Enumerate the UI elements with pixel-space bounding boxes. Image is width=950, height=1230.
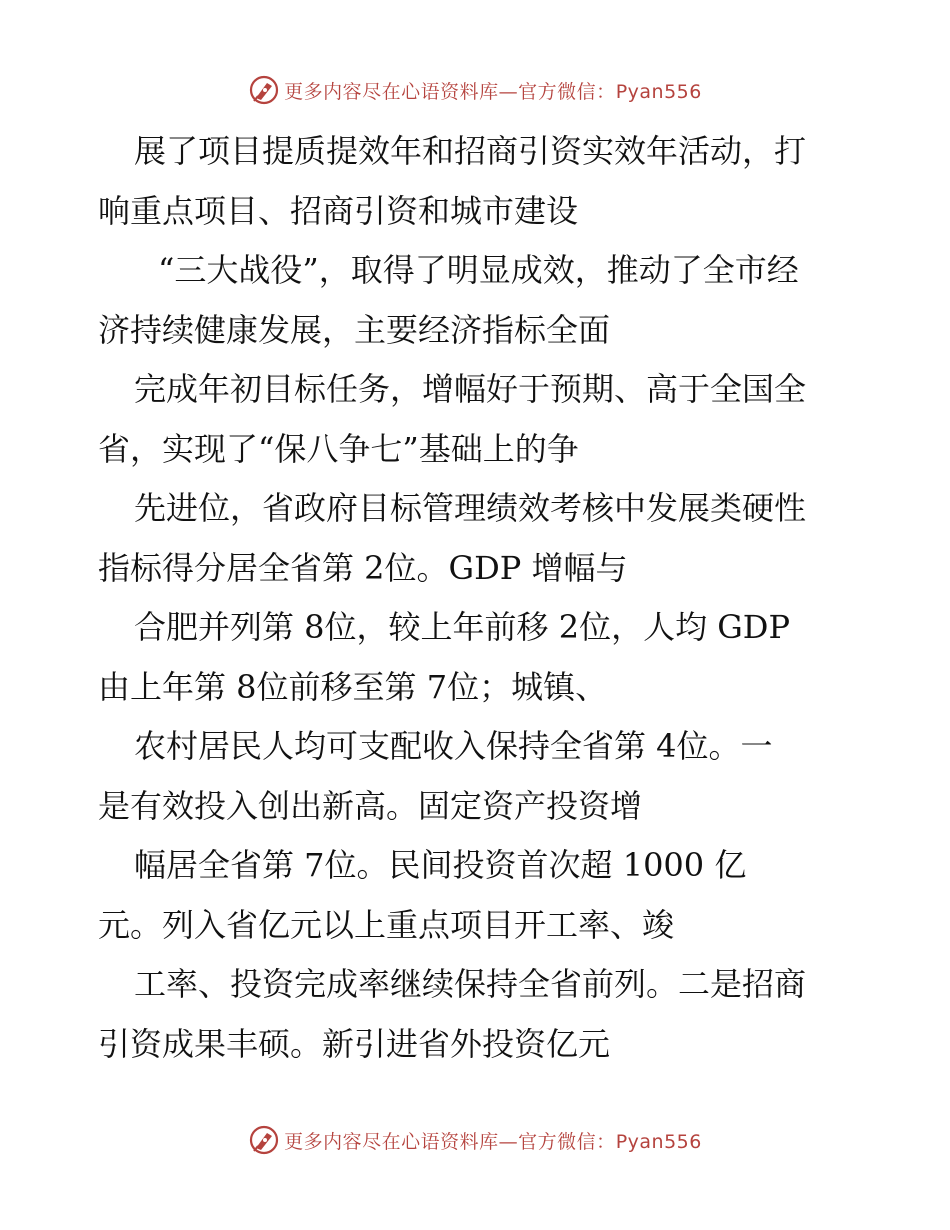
text-line: 指标得分居全省第 2位。GDP 增幅与 — [98, 548, 628, 587]
header-wechat-id: Pyan556 — [615, 80, 702, 103]
pen-nib-circle-icon — [248, 1124, 280, 1156]
footer-text — [284, 1127, 702, 1154]
text-line: 合肥并列第 8位，较上年前移 2位，人均 GDP — [134, 608, 790, 646]
text-line: 幅居全省第 7位。民间投资首次超 1000 亿 — [134, 846, 747, 884]
text-line: 是有效投入创出新高。固定资产投资增 — [98, 786, 643, 825]
header-banner — [0, 70, 950, 110]
text-line: 济持续健康发展，主要经济指标全面 — [98, 310, 611, 349]
footer-wechat-id: Pyan556 — [615, 1130, 702, 1153]
pen-nib-circle-icon — [248, 74, 280, 106]
header-wechat-label: 官方微信： — [518, 80, 616, 103]
header-text — [284, 77, 702, 104]
footer-banner — [0, 1120, 950, 1160]
text-line: 响重点项目、招商引资和城市建设 — [98, 191, 579, 230]
text-line: 元。列入省亿元以上重点项目开工率、竣 — [98, 905, 675, 944]
text-line: “三大战役”，取得了明显成效，推动了全市经 — [158, 251, 799, 289]
text-line: 完成年初目标任务，增幅好于预期、高于全国全 — [134, 370, 807, 408]
footer-brand-text: 更多内容尽在心语资料库 — [284, 1130, 499, 1153]
header-brand-text: 更多内容尽在心语资料库 — [284, 80, 499, 103]
text-line: 引资成果丰硕。新引进省外投资亿元 — [98, 1024, 611, 1063]
footer-separator: — — [498, 1130, 519, 1153]
text-line: 工率、投资完成率继续保持全省前列。二是招商 — [134, 965, 807, 1003]
footer-wechat-label: 官方微信： — [518, 1130, 616, 1153]
text-line: 先进位，省政府目标管理绩效考核中发展类硬性 — [134, 489, 807, 527]
header-separator: — — [498, 80, 519, 103]
document-body — [98, 122, 858, 1074]
text-line: 由上年第 8位前移至第 7位；城镇、 — [98, 667, 608, 706]
text-line: 展了项目提质提效年和招商引资实效年活动，打 — [134, 132, 807, 170]
text-line: 省，实现了“保八争七”基础上的争 — [98, 429, 579, 468]
text-line: 农村居民人均可支配收入保持全省第 4位。一 — [134, 727, 773, 765]
